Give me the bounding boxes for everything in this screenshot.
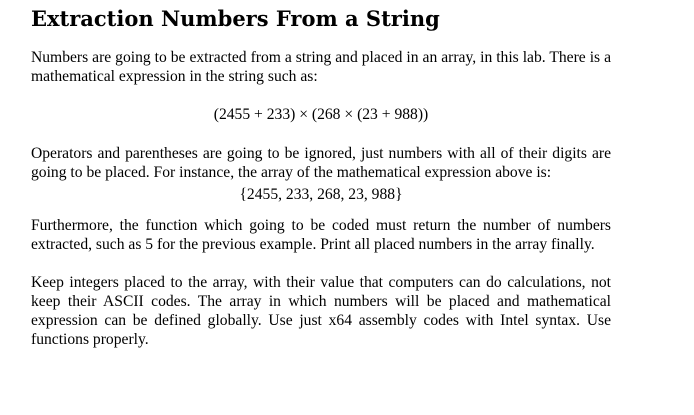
constraints-paragraph: Keep integers placed to the array, with their value that computers can do calculations, not keep their ASCII codes. The array in which numbers will be placed and mathematical expression can be defined globally. Use just x64 assembly codes with Intel syntax. Use functions properly.	[31, 274, 611, 348]
example-expression: (2455 + 233) × (268 × (23 + 988))	[213, 106, 429, 123]
page-title: Extraction Numbers From a String	[31, 6, 440, 31]
document-page	[31, 6, 611, 349]
return-value-paragraph: Furthermore, the function which going to be coded must return the number of numbers extracted, such as 5 for the previous example. Print all placed numbers in the array finally.	[31, 217, 611, 253]
operators-paragraph: Operators and parentheses are going to be ignored, just numbers with all of their digits are going to be placed. For instance, the array of the mathematical expression above is:	[31, 145, 611, 181]
result-array: {2455, 233, 268, 23, 988}	[239, 186, 403, 203]
intro-paragraph: Numbers are going to be extracted from a string and placed in an array, in this lab. There is a mathematical expression in the string such as:	[31, 49, 611, 85]
